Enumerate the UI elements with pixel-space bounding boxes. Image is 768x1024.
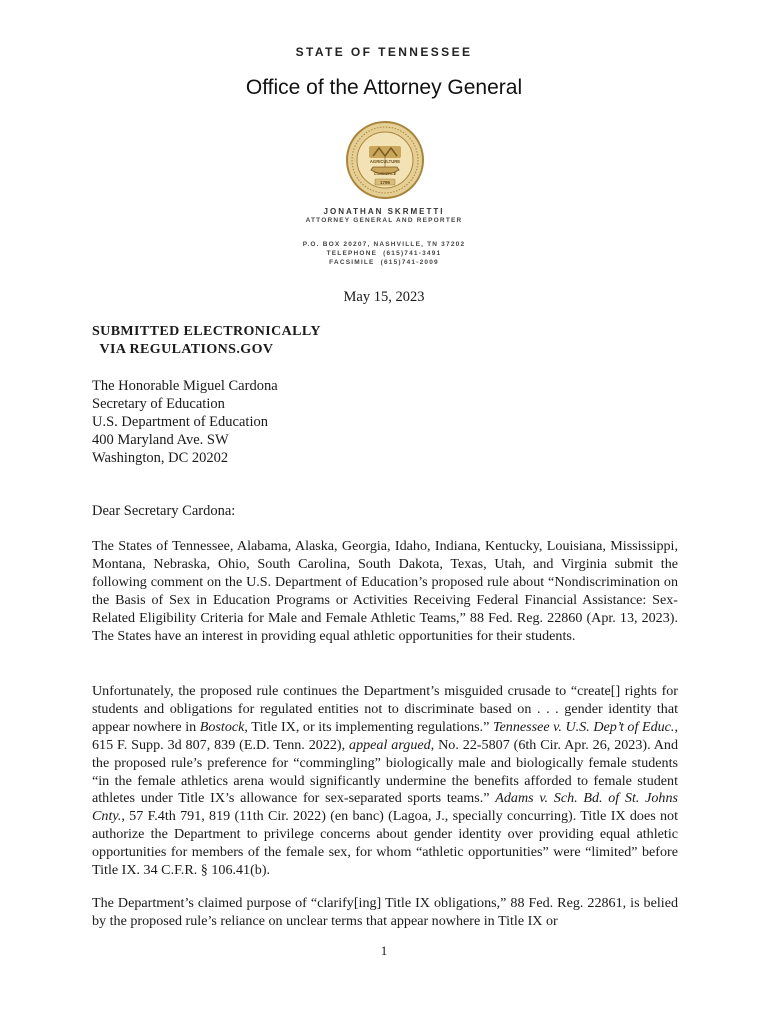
office-title: Office of the Attorney General: [245, 76, 523, 99]
paragraph-text: Unfortunately, the proposed rule continues the Department’s misguided crusade to “create[] rights for students and obligations for regulated entities not to discriminate based on . . . gender identity that appear nowhere in: [92, 683, 678, 735]
submission-notice: [92, 323, 321, 359]
body-paragraph-3: The Department’s claimed purpose of “clarify[ing] Title IX obligations,” 88 Fed. Reg. 22861, is belied by the proposed rule’s reliance on unclear terms that appear nowhere in Title IX or: [92, 895, 678, 929]
address-line: Secretary of Education: [92, 396, 225, 412]
telephone: TELEPHONE (615)741-3491: [326, 250, 442, 257]
body-paragraph-2: [92, 683, 678, 880]
paragraph-text: , Title IX, or its implementing regulations.”: [244, 718, 493, 735]
address-line: U.S. Department of Education: [92, 414, 268, 430]
citation-signal: appeal argued: [349, 736, 431, 753]
facsimile: FACSIMILE (615)741-2009: [329, 259, 439, 266]
submission-line-2: VIA REGULATIONS.GOV: [92, 342, 274, 357]
body-paragraph-1: The States of Tennessee, Alabama, Alaska, Georgia, Idaho, Indiana, Kentucky, Louisiana, Mississippi, Montana, Nebraska, Ohio, South Carolina, South Dakota, Texas, Utah, and Virginia submit the following comment on the U.S. Department of Education’s proposed rule about “Nondiscrimination on the Basis of Sex in Education Programs or Activities Receiving Federal Financial Assistance: Sex-Related Eligibility Criteria for Male and Female Athletic Teams,” 88 Fed. Reg. 22860 (Apr. 13, 2023). The States have an interest in providing equal athletic opportunities for their students.: [92, 538, 678, 644]
seal-agriculture-text: AGRICULTURE: [369, 159, 401, 164]
paragraph-text: , 57 F.4th 791, 819 (11th Cir. 2022) (en banc) (Lagoa, J., specially concurring). Title IX does not authorize the Department to privilege concerns about gender identity over providing equal athletic opportunities for members of the female sex, for whom “athletic opportunities” were “limited” before Title IX. 34 C.F.R. § 106.41(b).: [92, 808, 678, 879]
salutation: Dear Secretary Cardona:: [92, 503, 236, 519]
case-citation: Tennessee v. U.S. Dep’t of Educ.: [492, 718, 675, 735]
case-citation: Adams v. Sch. Bd. of St. Johns Cnty.: [92, 790, 678, 825]
po-box: P.O. BOX 20207, NASHVILLE, TN 37202: [302, 241, 466, 248]
address-line: The Honorable Miguel Cardona: [92, 378, 278, 394]
attorney-general-title: ATTORNEY GENERAL AND REPORTER: [305, 217, 463, 224]
page-number: 1: [380, 943, 388, 958]
tennessee-state-seal-icon: [345, 120, 425, 200]
agency-name: STATE OF TENNESSEE: [295, 45, 473, 59]
contact-block: [0, 240, 768, 267]
address-line: Washington, DC 20202: [92, 450, 229, 466]
paragraph-text: , No. 22-5807 (6th Cir. Apr. 26, 2023). And the proposed rule’s preference for “commingling” biologically male and biologically female students “in the female athletics arena would significantly undermine the benefits afforded to female student athletes under Title IX’s allowance for sex-separated sports teams.”: [92, 736, 678, 807]
case-citation: Bostock: [199, 718, 245, 735]
letter-date: May 15, 2023: [343, 289, 425, 305]
submission-line-1: SUBMITTED ELECTRONICALLY: [92, 324, 321, 339]
seal-year-text: 1796: [379, 179, 391, 185]
attorney-general-name: JONATHAN SKRMETTI: [323, 207, 445, 216]
seal-commerce-text: COMMERCE: [373, 172, 397, 176]
address-line: 400 Maryland Ave. SW: [92, 432, 229, 448]
recipient-address: [92, 377, 278, 467]
paragraph-text: , 615 F. Supp. 3d 807, 839 (E.D. Tenn. 2022),: [92, 718, 678, 753]
